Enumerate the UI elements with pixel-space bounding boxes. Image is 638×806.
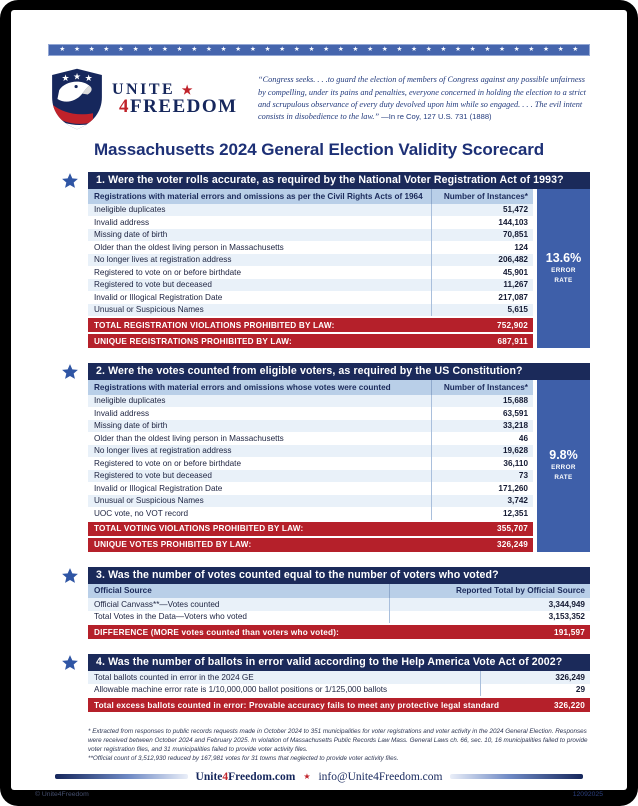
quote [258,74,590,124]
table-row [88,445,533,458]
row-label: Unusual or Suspicious Names [94,496,204,506]
star-icon: ★ [411,45,417,53]
row-label: Official Canvass**—Votes counted [94,599,220,609]
total-value: 191,597 [554,627,585,637]
star-icon: ★ [469,45,476,53]
table-column-headers [88,584,590,599]
section-body [88,189,590,348]
footer-rule-right [450,774,583,779]
total-value: 326,249 [497,540,528,549]
star-icon: ★ [484,45,491,53]
star-icon: ★ [205,45,212,53]
logo-wordmark [112,81,238,118]
footnotes [88,727,590,764]
table-row [88,254,533,267]
table-row [88,495,533,508]
table-row [88,266,533,279]
total-row [88,625,590,639]
error-rate-value: 13.6% [545,250,582,265]
star-icon: ★ [513,45,520,53]
row-value: 63,591 [431,407,533,420]
star-icon: ★ [337,45,344,53]
star-icon: ★ [455,45,461,53]
section-heading: 2. Were the votes counted from eligible voters, as required by the US Constitution? [88,363,590,380]
section-body [88,380,590,552]
table-column-headers [88,189,533,204]
table-row [88,671,590,684]
row-label: Total ballots counted in error in the 2024 GE [94,672,254,682]
column-header-value: Reported Total by Official Source [389,584,590,599]
star-icon: ★ [352,45,359,53]
row-label: No longer lives at registration address [94,446,232,456]
footer-star-icon: ★ [303,772,311,781]
star-icon: ★ [323,45,330,53]
star-icon: ★ [543,45,549,53]
table-row [88,684,590,697]
error-rate-caption: ERROR RATE [551,464,576,482]
star-icon: ★ [264,45,271,53]
table-row [88,279,533,292]
table-row [88,291,533,304]
total-label: UNIQUE REGISTRATIONS PROHIBITED BY LAW: [94,336,292,346]
row-label: UOC vote, no VOT record [94,508,189,518]
total-value: 326,220 [554,700,585,710]
table-column-headers [88,380,533,395]
quote-attribution: —In re Coy, 127 U.S. 731 (1888) [381,112,492,122]
column-header-label: Official Source [94,586,152,596]
star-icon: ★ [308,45,315,53]
row-label: Invalid address [94,217,150,227]
footer-meta [35,791,603,798]
row-label: Ineligible duplicates [94,396,166,406]
row-label: Missing date of birth [94,421,168,431]
row-label: Invalid or Illogical Registration Date [94,292,223,302]
table-row [88,598,590,611]
table-row [88,407,533,420]
svg-text:★: ★ [61,73,70,84]
logo-four: 4 [119,95,130,117]
table-row [88,482,533,495]
page-title: Massachusetts 2024 General Election Validity Scorecard [93,140,545,159]
row-label: Registered to vote on or before birthdate [94,458,242,468]
logo-freedom: FREEDOM [130,95,238,117]
table-row [88,470,533,483]
copyright: © Unite4Freedom [35,790,89,798]
table-row [88,241,533,254]
table-row [88,395,533,408]
total-row [88,522,533,536]
website-suffix: Freedom.com [228,770,296,783]
footnote-2: **Official count of 3,512,930 reduced by 167,981 votes for 31 towns that neglected to provide voter activity files. [88,755,399,763]
total-label: TOTAL REGISTRATION VIOLATIONS PROHIBITED BY LAW: [94,320,335,330]
star-icon: ★ [162,45,168,53]
section-1 [88,172,590,348]
row-value: 70,851 [431,229,533,242]
star-icon: ★ [381,45,388,53]
section-2 [88,363,590,552]
masthead [48,67,590,131]
star-icon: ★ [279,45,286,53]
row-label: Registered to vote on or before birthdate [94,267,242,277]
total-label: Total excess ballots counted in error: Provable accuracy fails to meet any protective legal standard [94,700,500,710]
website-link[interactable] [196,771,296,783]
error-rate-box [537,380,590,552]
star-icon: ★ [249,45,256,53]
row-label: Registered to vote but deceased [94,280,212,290]
star-icon: ★ [147,45,154,53]
row-value: 124 [431,241,533,254]
star-icon: ★ [88,45,95,53]
section-3 [88,567,590,640]
logo-unite: UNITE [112,80,176,98]
star-icon: ★ [367,45,374,53]
date-code: 12092025 [572,790,603,798]
row-value: 5,615 [431,304,533,317]
section-star-icon [61,654,79,672]
table-row [88,420,533,433]
eagle-shield-icon [48,67,106,131]
section-heading: 4. Was the number of ballots in error valid according to the Help America Vote Act of 2002? [88,654,590,671]
row-label: Allowable machine error rate is 1/10,000,000 ballot positions or 1/125,000 ballots [94,685,388,695]
row-value: 45,901 [431,266,533,279]
table-row [88,432,533,445]
star-icon: ★ [557,45,564,53]
row-value: 29 [480,684,590,697]
document-page [11,10,627,798]
row-label: Ineligible duplicates [94,205,166,215]
row-value: 15,688 [431,395,533,408]
unite4freedom-logo [48,67,244,131]
section-star-icon [61,363,79,381]
row-value: 19,628 [431,445,533,458]
section-table [88,189,533,348]
row-value: 73 [431,470,533,483]
table-row [88,611,590,624]
star-icon: ★ [396,45,403,53]
star-icon: ★ [440,45,447,53]
star-icon: ★ [118,45,124,53]
star-icon: ★ [425,45,432,53]
row-value: 171,260 [431,482,533,495]
row-value: 3,153,352 [389,611,590,624]
website-four: 4 [222,770,229,783]
section-star-icon [61,172,79,190]
row-label: Older than the oldest living person in Massachusetts [94,242,284,252]
row-value: 217,087 [431,291,533,304]
total-label: DIFFERENCE (MORE votes counted than voters who voted): [94,627,340,637]
star-icon: ★ [220,45,227,53]
footer [55,771,583,783]
row-value: 11,267 [431,279,533,292]
section-body [88,584,590,640]
svg-text:★: ★ [84,73,93,84]
total-value: 687,911 [497,336,528,346]
section-table [88,380,533,552]
footer-rule-left [55,774,188,779]
row-label: Invalid or Illogical Registration Date [94,483,223,493]
table-row [88,304,533,317]
table-row [88,204,533,217]
row-value: 144,103 [431,216,533,229]
row-label: Invalid address [94,408,150,418]
total-value: 355,707 [497,524,528,533]
total-row [88,538,533,552]
row-value: 326,249 [480,671,590,684]
total-label: TOTAL VOTING VIOLATIONS PROHIBITED BY LAW: [94,524,304,533]
star-icon: ★ [499,45,505,53]
total-row [88,318,533,332]
total-label: UNIQUE VOTES PROHIBITED BY LAW: [94,540,252,549]
table-row [88,457,533,470]
section-heading: 3. Was the number of votes counted equal to the number of voters who voted? [88,567,590,584]
table-row [88,216,533,229]
row-value: 3,742 [431,495,533,508]
svg-text:★: ★ [73,71,81,82]
total-value: 752,902 [497,320,528,330]
total-row [88,334,533,348]
section-table [88,671,590,712]
star-icon: ★ [191,45,198,53]
error-rate-value: 9.8% [549,448,578,463]
quote-text: “Congress seeks. . . .to guard the election of members of Congress against any possible unfairness by compelling, under its pains and penalties, everyone concerned in holding the election to a strict and scrupulous observance of every duty devolved upon him while so engaged. . . . The evil intent consists in disobedience to the law.” [258,75,586,122]
star-bar [48,44,590,56]
row-label: No longer lives at registration address [94,255,232,265]
star-icon: ★ [74,45,80,53]
star-icon: ★ [528,45,535,53]
row-value: 51,472 [431,204,533,217]
star-icon: ★ [59,45,66,53]
section-heading: 1. Were the voter rolls accurate, as required by the National Voter Registration Act of 1993? [88,172,590,189]
row-value: 33,218 [431,420,533,433]
logo-star-icon: ★ [181,82,193,97]
error-rate-box [537,189,590,348]
star-icon: ★ [132,45,139,53]
error-rate-caption: ERROR RATE [551,266,576,284]
star-icon: ★ [572,45,579,53]
row-label: Unusual or Suspicious Names [94,305,204,315]
column-header-value: Number of Instances* [431,189,533,204]
star-icon: ★ [293,45,300,53]
table-row [88,229,533,242]
footnote-1: * Extracted from responses to public records requests made in October 2024 to 351 municipalities for voter registrations and voter activity in the 2024 General Election. Responses were received between October 2024 and February 2025. In violation of Massachusetts Public Records Law Mass. General Laws ch. 66, sec. 10, 16 municipalities failed to provide voter registration files, and 31 municipalities failed to provide voter activity files. [88,728,588,754]
scorecard-sections [35,172,603,712]
column-header-label: Registrations with material errors and omissions whose votes were counted [94,382,391,392]
column-header-value: Number of Instances* [431,380,533,395]
row-value: 3,344,949 [389,598,590,611]
section-star-icon [61,567,79,585]
total-row [88,698,590,712]
column-header-label: Registrations with material errors and omissions as per the Civil Rights Acts of 1964 [94,191,423,201]
email-link[interactable]: info@Unite4Freedom.com [318,770,443,783]
row-value: 12,351 [431,507,533,520]
website-prefix: Unite [195,770,223,783]
star-icon: ★ [103,45,110,53]
star-icon: ★ [235,45,242,53]
row-value: 206,482 [431,254,533,267]
row-label: Registered to vote but deceased [94,471,212,481]
row-label: Older than the oldest living person in Massachusetts [94,433,284,443]
row-value: 36,110 [431,457,533,470]
table-row [88,507,533,520]
section-body [88,671,590,712]
row-label: Missing date of birth [94,230,168,240]
section-table [88,584,590,640]
section-4 [88,654,590,712]
star-icon: ★ [176,45,183,53]
row-value: 46 [431,432,533,445]
row-label: Total Votes in the Data—Voters who voted [94,612,247,622]
